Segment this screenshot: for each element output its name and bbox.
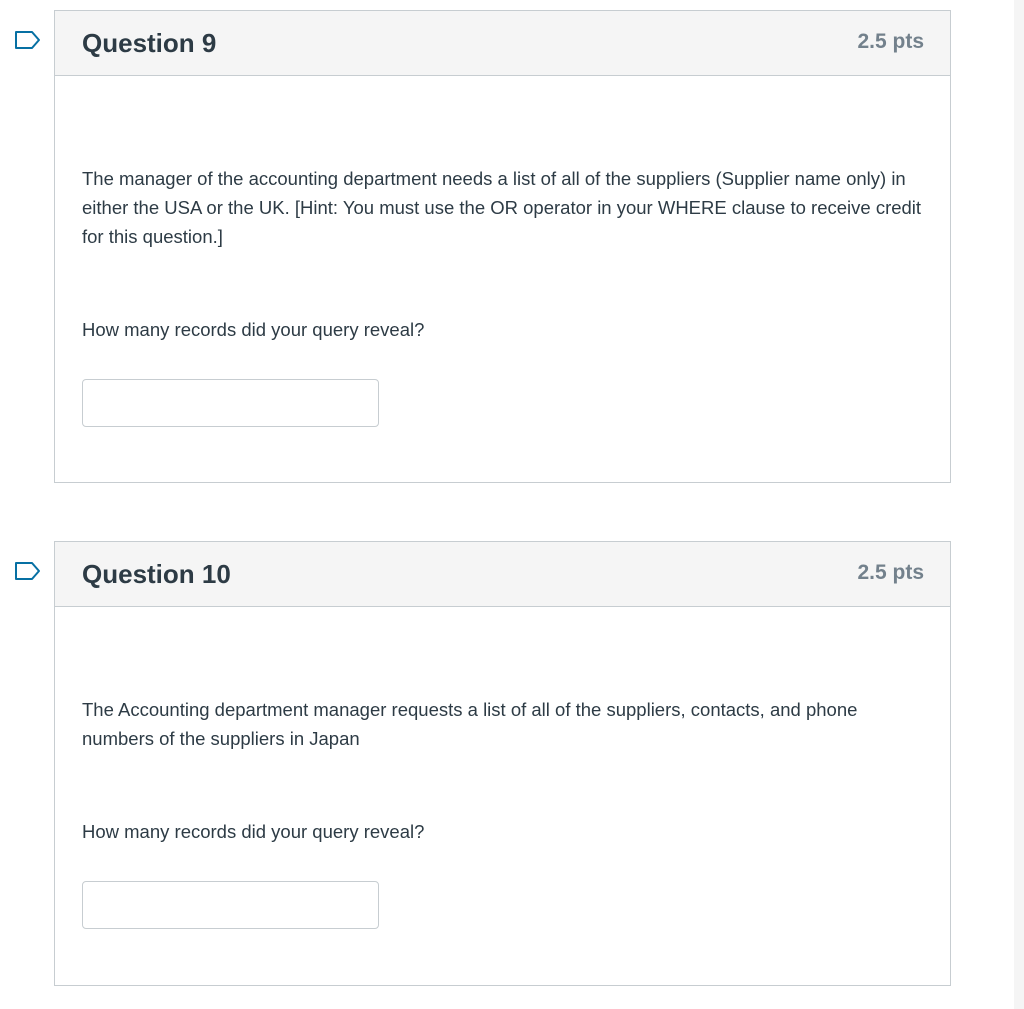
question-text: The Accounting department manager requests a list of all of the suppliers, contacts, and phone numbers of the suppliers in Japan xyxy=(82,699,858,749)
flag-question-icon[interactable] xyxy=(14,30,42,50)
question-points: 2.5 pts xyxy=(857,30,924,53)
question-header xyxy=(55,542,950,607)
question-body xyxy=(55,76,950,427)
answer-input[interactable] xyxy=(82,379,379,427)
flag-question-icon[interactable] xyxy=(14,561,42,581)
question-title: Question 10 xyxy=(82,559,231,589)
question-prompt: How many records did your query reveal? xyxy=(82,319,425,340)
scrollbar-track[interactable] xyxy=(1014,0,1024,1009)
question-text: The manager of the accounting department needs a list of all of the suppliers (Supplier name only) in either the USA or the UK. [Hint: You must use the OR operator in your WHERE clause to receive credit for this question.] xyxy=(82,168,922,247)
question-header xyxy=(55,11,950,76)
question-9 xyxy=(54,10,951,483)
question-points: 2.5 pts xyxy=(857,561,924,584)
answer-input[interactable] xyxy=(82,881,379,929)
question-10 xyxy=(54,541,951,986)
question-body xyxy=(55,607,950,929)
question-prompt: How many records did your query reveal? xyxy=(82,821,425,842)
question-title: Question 9 xyxy=(82,28,217,58)
